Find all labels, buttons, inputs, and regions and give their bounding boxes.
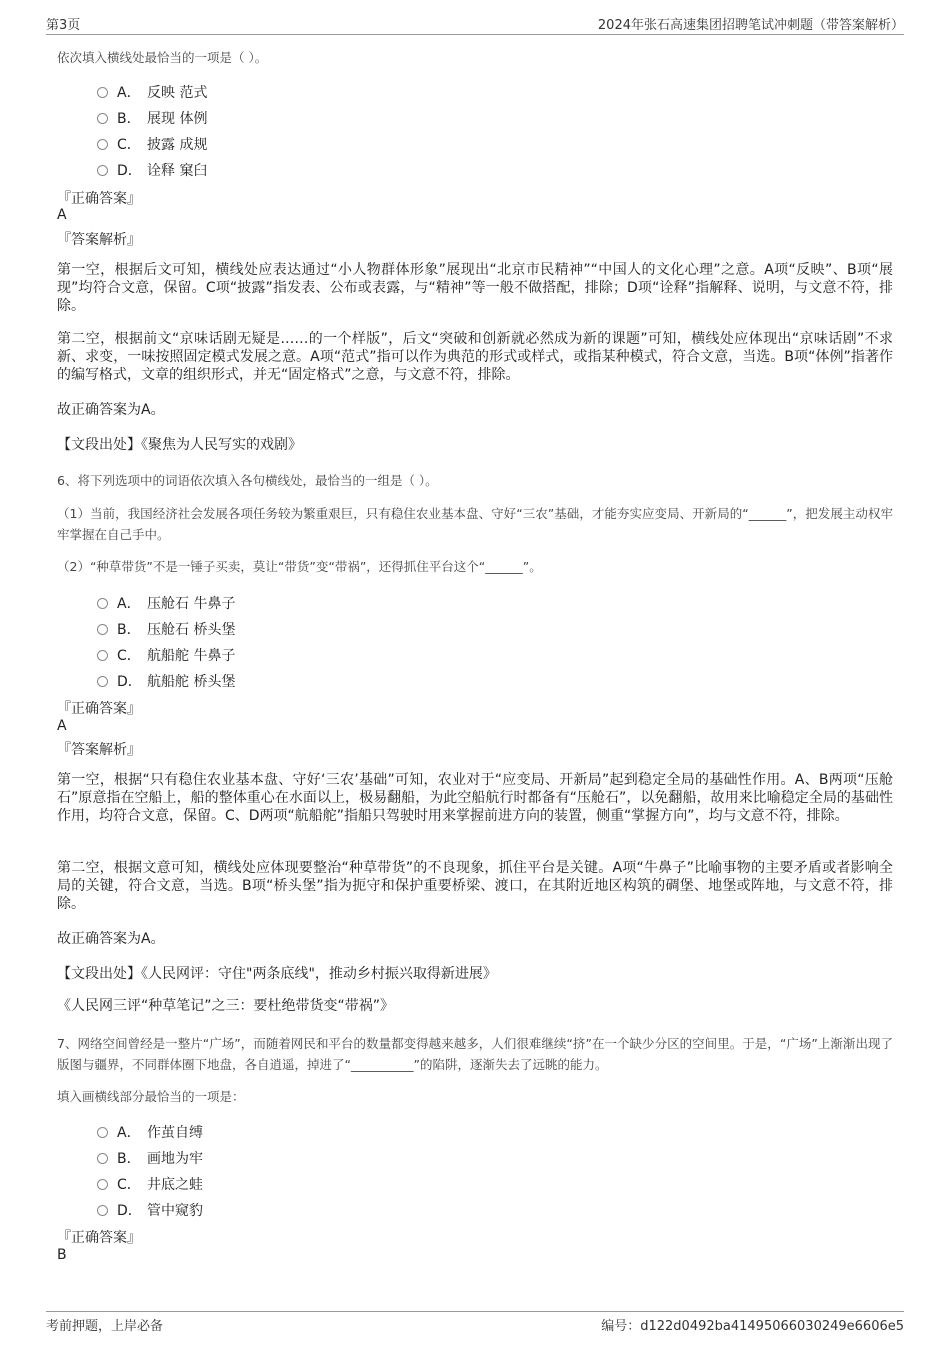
q6-source: 【文段出处】《人民网评：守住"两条底线"，推动乡村振兴取得新进展》 [57, 966, 497, 982]
q5-option-c[interactable]: C． 披露 成规 [97, 134, 207, 154]
q5-option-d[interactable]: D． 诠释 窠臼 [97, 160, 207, 180]
radio-icon[interactable] [97, 676, 108, 687]
q6-answer: A [57, 718, 67, 734]
page-header [46, 14, 904, 35]
q5-answer: A [57, 207, 67, 223]
q7-option-c[interactable]: C． 井底之蛙 [97, 1174, 203, 1194]
q6-option-a[interactable]: A． 压舱石 牛鼻子 [97, 593, 235, 613]
page-number: 第3页 [46, 18, 81, 33]
q7-prompt: 填入画横线部分最恰当的一项是： [57, 1089, 245, 1104]
q5-analysis-paragraph: 第一空，根据后文可知，横线处应表达通过“小人物群体形象”展现出“北京市民精神”“中国人的文化心理”之意。A项“反映”、B项“展现”均符合文意，保留。C项“披露”指发表、公布或表露，与“精神”等一般不做搭配，排除；D项“诠释”指解释、说明，与文意不符，排除。 [57, 262, 893, 314]
radio-icon[interactable] [97, 1127, 108, 1138]
q6-analysis-label: 『答案解析』 [57, 742, 141, 758]
radio-icon[interactable] [97, 165, 108, 176]
footer-slogan: 考前押题，上岸必备 [46, 1319, 164, 1334]
q7-stem: 7、网络空间曾经是一整片“广场”，而随着网民和平台的数量都变得越来越多，人们很难继续“挤”在一个缺少分区的空间里。于是，“广场”上渐渐出现了版图与疆界，不同群体圈下地盘，各自逍遥，掉进了“__________”的陷阱，逐渐失去了远眺的能力。 [57, 1036, 893, 1072]
q6-option-c[interactable]: C． 航船舵 牛鼻子 [97, 645, 235, 665]
radio-icon[interactable] [97, 1205, 108, 1216]
q5-option-b[interactable]: B． 展现 体例 [97, 108, 207, 128]
q6-sentence-2: （2）“种草带货”不是一锤子买卖，莫让“带货”变“带祸”，还得抓住平台这个“______”。 [57, 559, 542, 574]
q6-source: 《人民网三评“种草笔记”之三：要杜绝带货变“带祸”》 [57, 998, 395, 1014]
q7-option-a[interactable]: A． 作茧自缚 [97, 1122, 203, 1142]
document-title: 2024年张石高速集团招聘笔试冲刺题（带答案解析） [597, 18, 904, 33]
q7-option-b[interactable]: B． 画地为牢 [97, 1148, 203, 1168]
q7-answer: B [57, 1247, 67, 1263]
q6-sentence-1: （1）当前，我国经济社会发展各项任务较为繁重艰巨，只有稳住农业基本盘、守好“三农”基础，才能夯实应变局、开新局的“______”，把发展主动权牢牢掌握在自己手中。 [57, 506, 893, 542]
q5-answer-label: 『正确答案』 [57, 191, 141, 207]
q6-stem: 6、将下列选项中的词语依次填入各句横线处，最恰当的一组是（ ）。 [57, 473, 438, 488]
radio-icon[interactable] [97, 624, 108, 635]
q7-answer-label: 『正确答案』 [57, 1230, 141, 1246]
q5-stem: 依次填入横线处最恰当的一项是（ ）。 [57, 50, 268, 65]
q6-analysis-paragraph: 第二空，根据文意可知，横线处应体现要整治“种草带货”的不良现象，抓住平台是关键。A项“牛鼻子”比喻事物的主要矛盾或者影响全局的关键，符合文意，当选。B项“桥头堡”指为扼守和保护重要桥梁、渡口，在其附近地区构筑的碉堡、地堡或阵地，与文意不符，排除。 [57, 860, 893, 912]
radio-icon[interactable] [97, 1179, 108, 1190]
radio-icon[interactable] [97, 1153, 108, 1164]
q5-option-a[interactable]: A． 反映 范式 [97, 82, 207, 102]
radio-icon[interactable] [97, 139, 108, 150]
q6-answer-label: 『正确答案』 [57, 701, 141, 717]
q6-option-d[interactable]: D． 航船舵 桥头堡 [97, 671, 235, 691]
q5-analysis-label: 『答案解析』 [57, 232, 141, 248]
document-code: 编号：d122d0492ba41495066030249e6606e5 [601, 1319, 904, 1334]
q5-analysis-paragraph: 第二空，根据前文“京味话剧无疑是……的一个样版”，后文“突破和创新就必然成为新的课题”可知，横线处应体现出“京味话剧”不求新、求变，一味按照固定模式发展之意。A项“范式”指可以作为典范的形式或样式，或指某种模式，符合文意，当选。B项“体例”指著作的编写格式，文章的组织形式，并无“固定格式”之意，与文意不符，排除。 [57, 331, 893, 383]
q6-option-b[interactable]: B． 压舱石 桥头堡 [97, 619, 235, 639]
q6-conclusion: 故正确答案为A。 [57, 931, 165, 947]
q7-option-d[interactable]: D． 管中窥豹 [97, 1200, 203, 1220]
q5-conclusion: 故正确答案为A。 [57, 402, 165, 418]
page-footer [46, 1311, 904, 1332]
radio-icon[interactable] [97, 598, 108, 609]
q6-analysis-paragraph: 第一空，根据“只有稳住农业基本盘、守好‘三农’基础”可知，农业对于“应变局、开新局”起到稳定全局的基础性作用。A、B两项“压舱石”原意指在空船上，船的整体重心在水面以上，极易翻船，为此空船航行时都备有“压舱石”，以免翻船，故用来比喻稳定全局的基础性作用，均符合文意，保留。C、D两项“航船舵”指船只驾驶时用来掌握前进方向的装置，侧重“掌握方向”，均与文意不符，排除。 [57, 772, 893, 824]
radio-icon[interactable] [97, 87, 108, 98]
q5-source: 【文段出处】《聚焦为人民写实的戏剧》 [57, 437, 302, 453]
radio-icon[interactable] [97, 113, 108, 124]
radio-icon[interactable] [97, 650, 108, 661]
